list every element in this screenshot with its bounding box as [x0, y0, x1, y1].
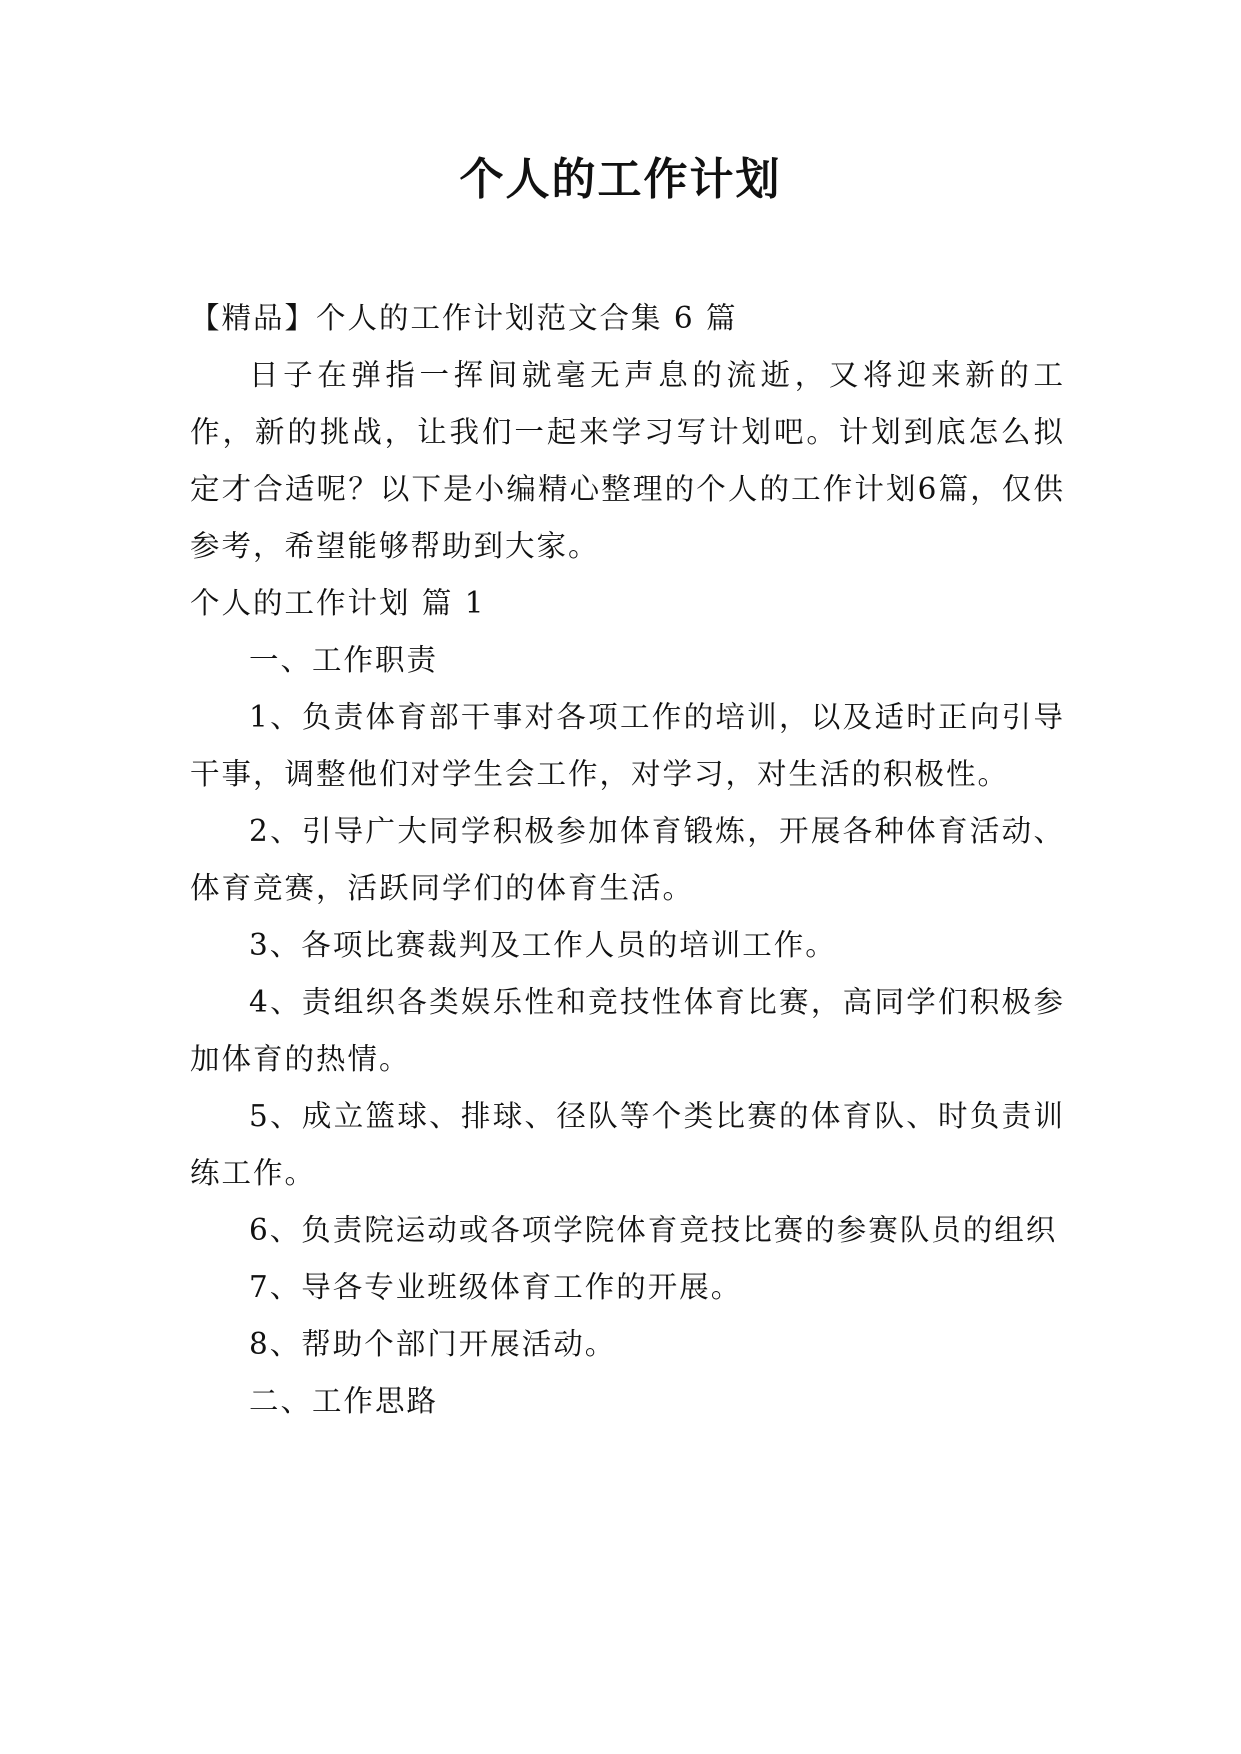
list-item: 1、负责体育部干事对各项工作的培训，以及适时正向引导干事，调整他们对学生会工作，对学习，对生活的积极性。 — [190, 700, 1065, 791]
list-item: 8、帮助个部门开展活动。 — [249, 1327, 617, 1361]
list-item: 3、各项比赛裁判及工作人员的培训工作。 — [249, 928, 837, 962]
list-item: 6、负责院运动或各项学院体育竞技比赛的参赛队员的组织 — [249, 1213, 1058, 1247]
document-body — [190, 290, 1065, 1430]
subheading: 一、工作职责 — [249, 643, 439, 677]
subheading: 二、工作思路 — [249, 1384, 439, 1418]
list-item: 7、导各专业班级体育工作的开展。 — [249, 1270, 743, 1304]
paragraph: 日子在弹指一挥间就毫无声息的流逝，又将迎来新的工作，新的挑战，让我们一起来学习写计划吧。计划到底怎么拟定才合适呢？以下是小编精心整理的个人的工作计划6篇，仅供参考，希望能够帮助到大家。 — [190, 358, 1065, 563]
document-title: 个人的工作计划 — [459, 154, 782, 205]
paragraph: 【精品】个人的工作计划范文合集 6 篇 — [190, 301, 738, 335]
list-item: 5、成立篮球、排球、径队等个类比赛的体育队、时负责训练工作。 — [190, 1099, 1065, 1190]
section-heading: 个人的工作计划 篇 1 — [190, 586, 486, 620]
list-item: 2、引导广大同学积极参加体育锻炼，开展各种体育活动、体育竞赛，活跃同学们的体育生活。 — [190, 814, 1065, 905]
list-item: 4、责组织各类娱乐性和竞技性体育比赛，高同学们积极参加体育的热情。 — [190, 985, 1065, 1076]
